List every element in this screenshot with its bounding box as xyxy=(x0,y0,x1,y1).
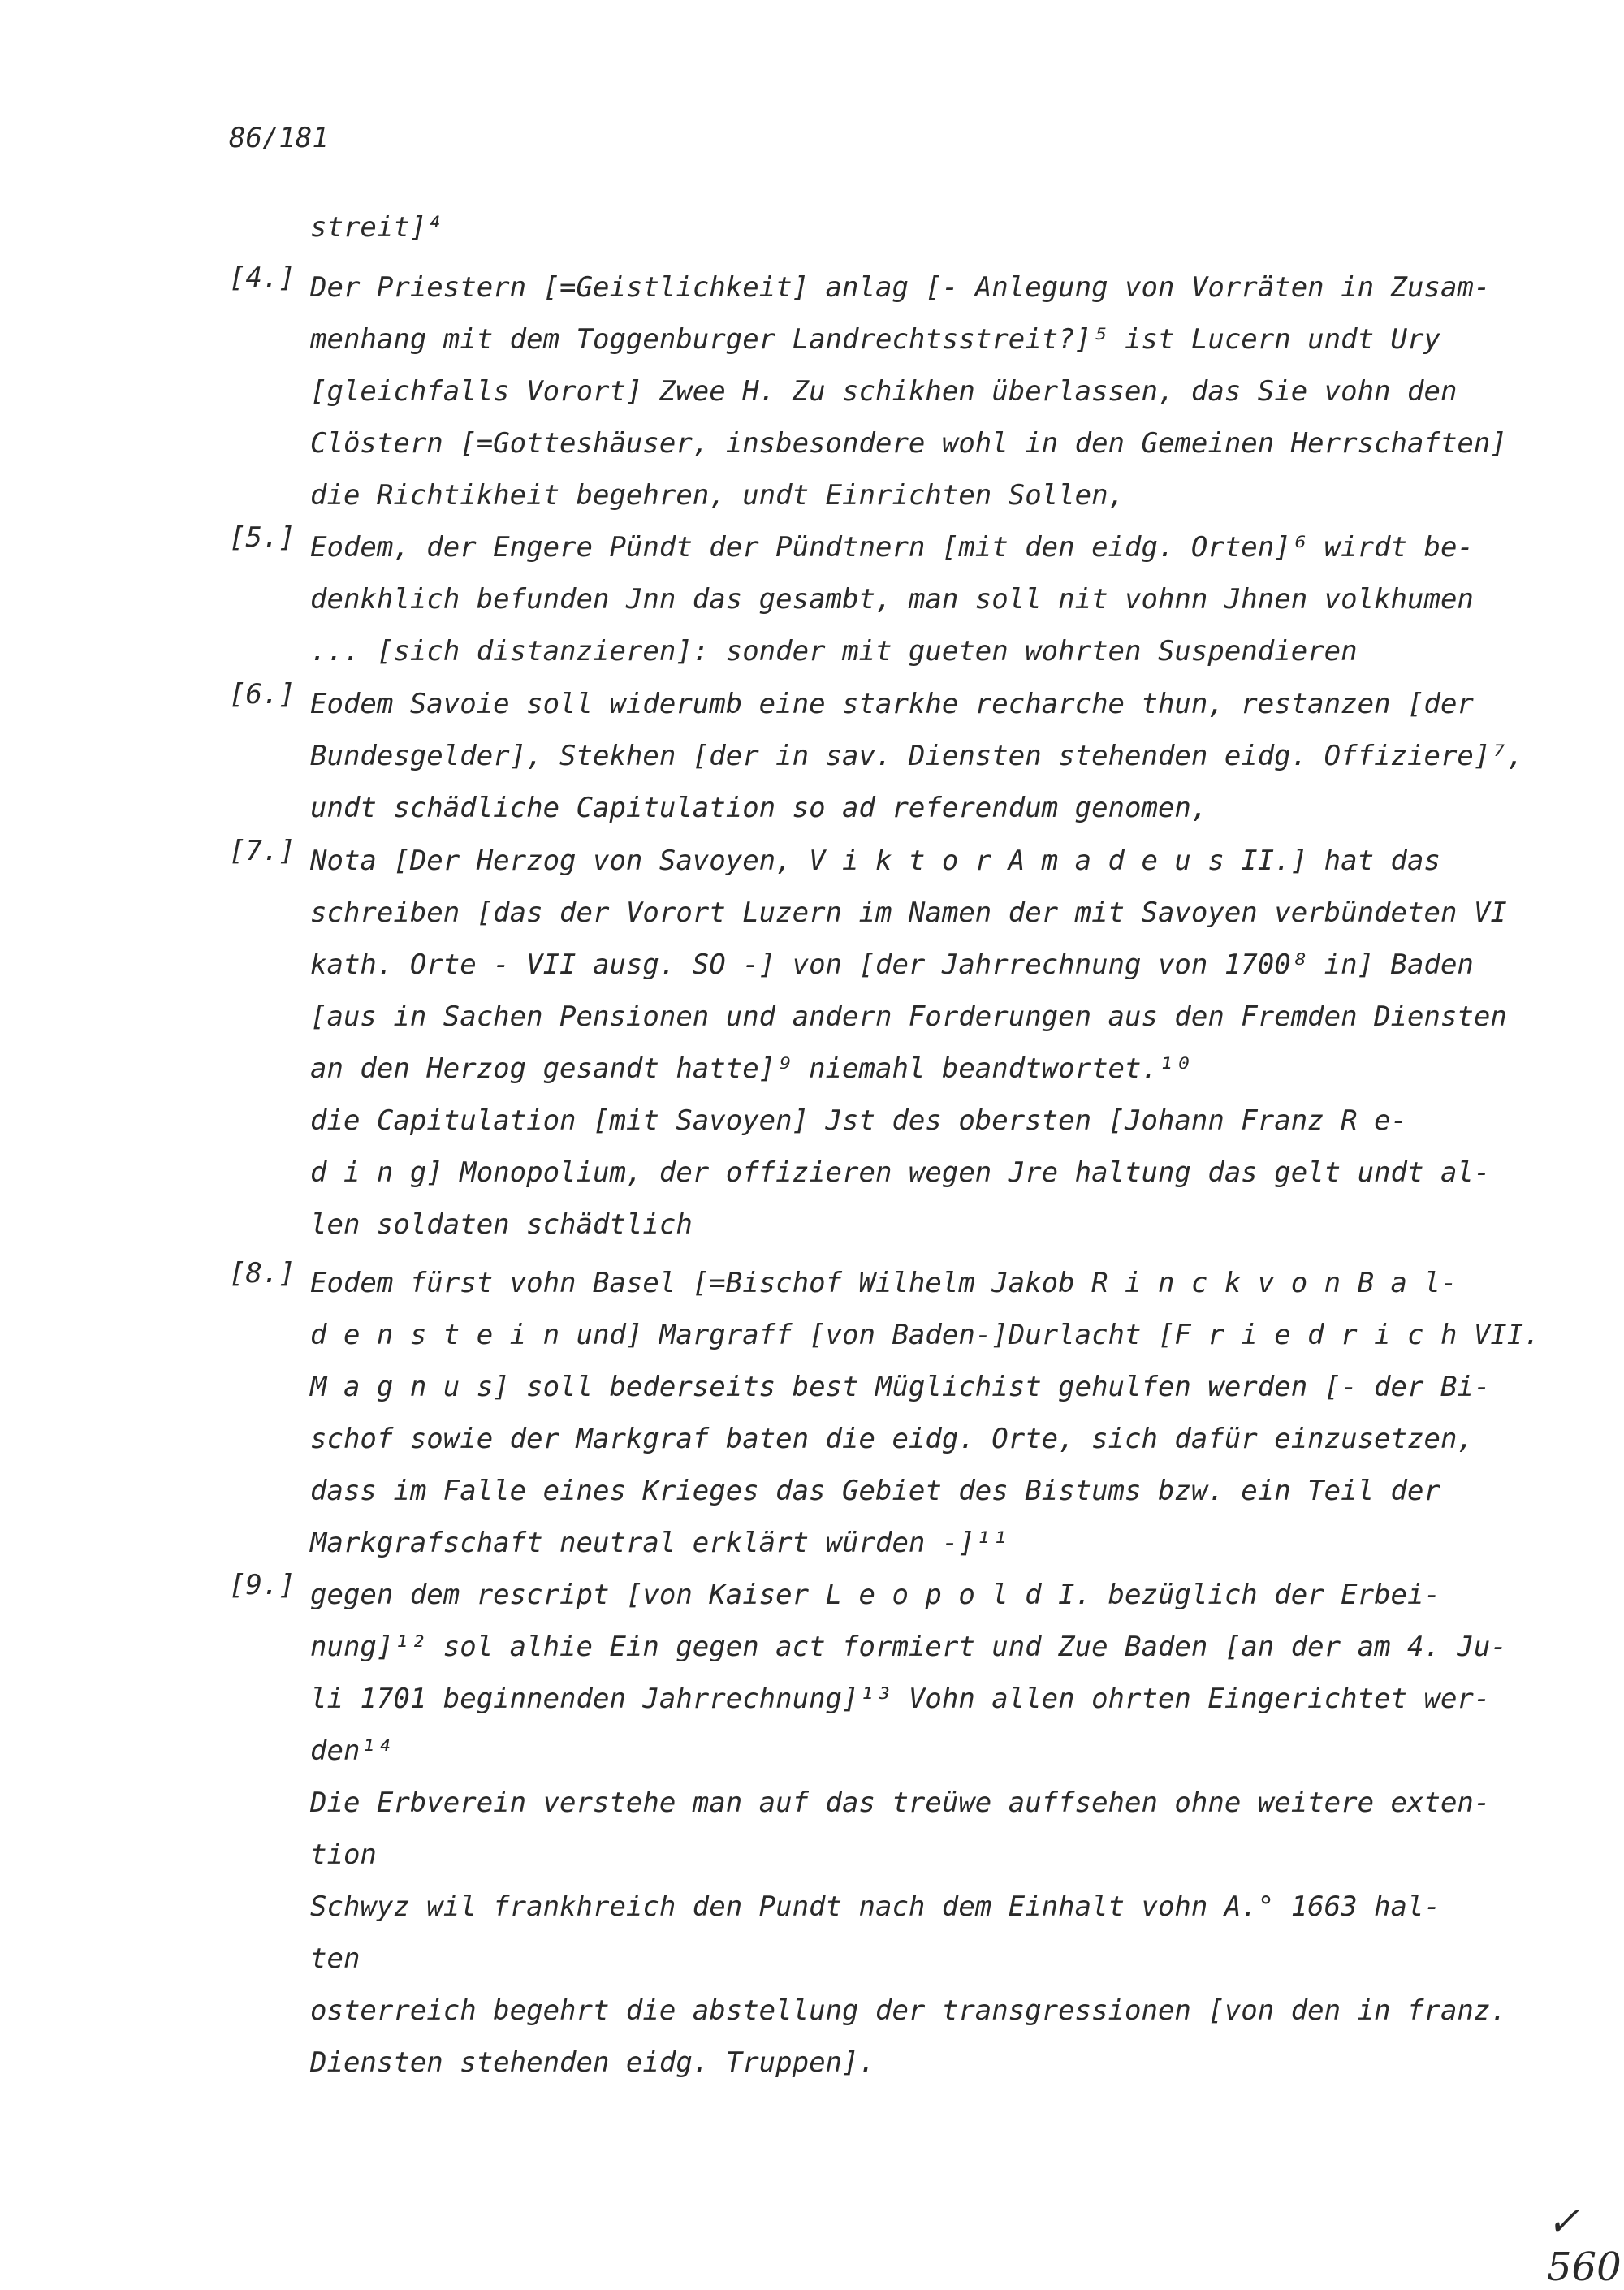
text-line: Bundesgelder], Stekhen [der in sav. Diensten stehenden eidg. Offiziere]⁷, xyxy=(310,740,1524,772)
text-line: die Richtikheit begehren, undt Einrichten Sollen, xyxy=(310,479,1125,512)
text-line: [aus in Sachen Pensionen und andern Forderungen aus den Fremden Diensten xyxy=(310,1000,1507,1033)
text-line: Markgrafschaft neutral erklärt würden -]¹¹ xyxy=(310,1527,1009,1559)
text-line: streit]⁴ xyxy=(310,211,443,244)
text-line: Diensten stehenden eidg. Truppen]. xyxy=(310,2046,875,2079)
entry-number: [9.] xyxy=(229,1569,296,1601)
text-line: menhang mit dem Toggenburger Landrechtsstreit?]⁵ ist Lucern undt Ury xyxy=(310,323,1440,356)
entry-body xyxy=(310,678,1561,834)
text-line: denkhlich befunden Jnn das gesambt, man soll nit vohnn Jhnen volkhumen xyxy=(310,583,1474,616)
entry-body xyxy=(310,201,1561,253)
text-line: li 1701 beginnenden Jahrrechnung]¹³ Vohn allen ohrten Eingerichtet wer- xyxy=(310,1683,1491,1715)
text-line: den¹⁴ xyxy=(310,1735,394,1767)
text-line: schreiben [das der Vorort Luzern im Namen der mit Savoyen verbündeten VI xyxy=(310,897,1507,929)
text-line: Clöstern [=Gotteshäuser, insbesondere wohl in den Gemeinen Herrschaften] xyxy=(310,427,1507,460)
text-line: die Capitulation [mit Savoyen] Jst des obersten [Johann Franz R e- xyxy=(310,1104,1408,1137)
text-line: Der Priestern [=Geistlichkeit] anlag [- Anlegung von Vorräten in Zusam- xyxy=(310,271,1491,304)
folio-mark: ✓ 560 xyxy=(1547,2199,1622,2290)
text-line: [gleichfalls Vorort] Zwee H. Zu schikhen überlassen, das Sie vohn den xyxy=(310,375,1458,408)
entry-body xyxy=(310,261,1561,521)
entry-body xyxy=(310,1257,1561,1569)
entry-body xyxy=(310,1569,1561,2089)
text-line: d i n g] Monopolium, der offizieren wegen Jre haltung das gelt undt al- xyxy=(310,1156,1491,1189)
text-line: gegen dem rescript [von Kaiser L e o p o l d I. bezüglich der Erbei- xyxy=(310,1579,1440,1611)
entry-number: [4.] xyxy=(229,261,296,294)
entry-body xyxy=(310,835,1561,1251)
text-line: ten xyxy=(310,1942,361,1975)
text-line: osterreich begehrt die abstellung der transgressionen [von den in franz. xyxy=(310,1994,1507,2027)
text-line: schof sowie der Markgraf baten die eidg. Orte, sich dafür einzusetzen, xyxy=(310,1423,1474,1455)
text-line: tion xyxy=(310,1838,377,1871)
text-line: Eodem, der Engere Pündt der Pündtnern [mit den eidg. Orten]⁶ wirdt be- xyxy=(310,531,1474,564)
text-line: Schwyz wil frankhreich den Pundt nach dem Einhalt vohn A.° 1663 hal- xyxy=(310,1890,1440,1923)
entry-number: [8.] xyxy=(229,1257,296,1290)
text-line: len soldaten schädtlich xyxy=(310,1208,693,1241)
entry-number: [7.] xyxy=(229,835,296,867)
text-line: an den Herzog gesandt hatte]⁹ niemahl beandtwortet.¹⁰ xyxy=(310,1052,1191,1085)
entry-number: [6.] xyxy=(229,678,296,711)
text-line: d e n s t e i n und] Margraff [von Baden-]Durlacht [F r i e d r i c h VII. xyxy=(310,1319,1540,1351)
page-number: 86/181 xyxy=(229,122,329,154)
text-line: kath. Orte - VII ausg. SO -] von [der Jahrrechnung von 1700⁸ in] Baden xyxy=(310,948,1474,981)
text-line: ... [sich distanzieren]: sonder mit gueten wohrten Suspendieren xyxy=(310,635,1358,668)
text-line: M a g n u s] soll bederseits best Müglichist gehulfen werden [- der Bi- xyxy=(310,1371,1491,1403)
entry-body xyxy=(310,521,1561,677)
entry-number: [5.] xyxy=(229,521,296,554)
text-line: dass im Falle eines Krieges das Gebiet des Bistums bzw. ein Teil der xyxy=(310,1475,1440,1507)
text-line: Nota [Der Herzog von Savoyen, V i k t o r A m a d e u s II.] hat das xyxy=(310,845,1440,877)
text-line: undt schädliche Capitulation so ad referendum genomen, xyxy=(310,792,1208,824)
text-line: Eodem Savoie soll widerumb eine starkhe recharche thun, restanzen [der xyxy=(310,688,1474,720)
text-line: Eodem fürst vohn Basel [=Bischof Wilhelm Jakob R i n c k v o n B a l- xyxy=(310,1267,1458,1299)
text-line: nung]¹² sol alhie Ein gegen act formiert und Zue Baden [an der am 4. Ju- xyxy=(310,1631,1507,1663)
text-line: Die Erbverein verstehe man auf das treüwe auffsehen ohne weitere exten- xyxy=(310,1787,1491,1819)
